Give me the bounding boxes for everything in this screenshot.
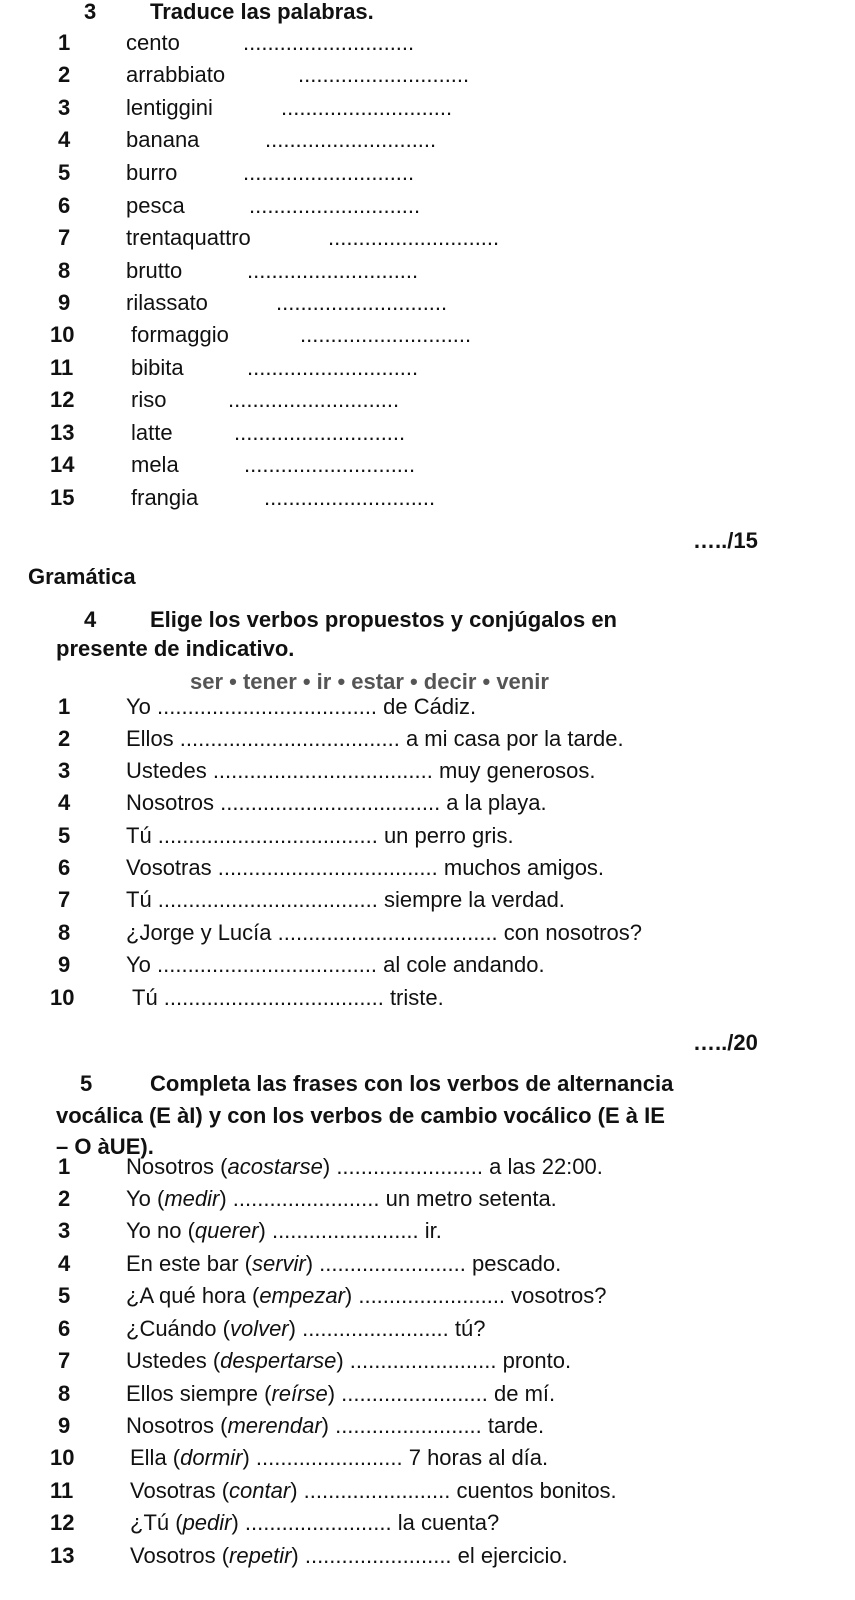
item-number: 6 <box>58 193 71 218</box>
sentence-end: ) ........................ cuentos bonitos. <box>290 1478 617 1503</box>
sentence: ¿Jorge y Lucía .................................... con nosotros? <box>126 920 642 945</box>
item-number: 6 <box>58 855 71 880</box>
answer-blank: ............................ <box>300 322 472 347</box>
sentence <box>130 1478 617 1504</box>
sentence-start: Nosotros ( <box>126 1413 228 1438</box>
answer-blank: ............................ <box>298 62 470 87</box>
exercise-3-score: …../15 <box>693 528 758 553</box>
item-number: 5 <box>58 1283 71 1308</box>
italian-word: trentaquattro <box>126 225 251 250</box>
item-number: 15 <box>50 485 75 510</box>
exercise-5-title-line3: – O àUE). <box>56 1134 154 1159</box>
item-number: 11 <box>50 355 74 380</box>
verb-infinitive: merendar <box>227 1413 322 1438</box>
exercise-3-number: 3 <box>84 0 97 24</box>
sentence: Ellos .................................... a mi casa por la tarde. <box>126 726 624 751</box>
exercise-5-number: 5 <box>80 1071 93 1096</box>
sentence-start: Ellos siempre ( <box>126 1381 272 1406</box>
exercise-4-title-line1: Elige los verbos propuestos y conjúgalos en <box>150 607 617 632</box>
italian-word: lentiggini <box>126 95 213 120</box>
italian-word: mela <box>131 452 179 477</box>
item-number: 13 <box>50 420 75 445</box>
answer-blank: ............................ <box>247 355 419 380</box>
sentence-end: ) ........................ ir. <box>258 1218 442 1243</box>
sentence-end: ) ........................ de mí. <box>327 1381 556 1406</box>
item-number: 8 <box>58 920 71 945</box>
italian-word: latte <box>131 420 173 445</box>
item-number: 9 <box>58 1413 71 1438</box>
verb-infinitive: dormir <box>180 1445 243 1470</box>
answer-blank: ............................ <box>243 30 415 55</box>
exercise-3-title: Traduce las palabras. <box>150 0 374 24</box>
sentence: Tú .................................... siempre la verdad. <box>126 887 565 912</box>
sentence-start: ¿Cuándo ( <box>126 1316 230 1341</box>
item-number: 3 <box>58 95 71 120</box>
sentence: Yo .................................... al cole andando. <box>126 952 545 977</box>
sentence <box>126 1316 485 1342</box>
item-number: 6 <box>58 1316 71 1341</box>
item-number: 4 <box>58 127 71 152</box>
answer-blank: ............................ <box>264 485 436 510</box>
answer-blank: ............................ <box>265 127 437 152</box>
sentence-end: ) ........................ el ejercicio. <box>291 1543 568 1568</box>
item-number: 7 <box>58 887 71 912</box>
verb-infinitive: pedir <box>182 1510 232 1535</box>
sentence: Vosotras .................................... muchos amigos. <box>126 855 605 880</box>
sentence-start: ¿A qué hora ( <box>126 1283 260 1308</box>
item-number: 9 <box>58 952 71 977</box>
answer-blank: ............................ <box>244 452 416 477</box>
verb-infinitive: volver <box>229 1316 289 1341</box>
item-number: 3 <box>58 758 71 783</box>
item-number: 1 <box>58 30 71 55</box>
exercise-4-word-bank: ser • tener • ir • estar • decir • venir <box>190 669 549 694</box>
answer-blank: ............................ <box>234 420 406 445</box>
italian-word: banana <box>126 127 200 152</box>
italian-word: cento <box>126 30 180 55</box>
item-number: 13 <box>50 1543 75 1568</box>
item-number: 4 <box>58 790 71 815</box>
exercise-5-title-line2: vocálica (E àI) y con los verbos de cambio vocálico (E à IE <box>56 1103 665 1128</box>
sentence: Ustedes .................................... muy generosos. <box>126 758 596 783</box>
sentence-start: En este bar ( <box>126 1251 252 1276</box>
sentence-start: Yo no ( <box>126 1218 195 1243</box>
item-number: 3 <box>58 1218 71 1243</box>
answer-blank: ............................ <box>247 258 419 283</box>
item-number: 5 <box>58 823 71 848</box>
item-number: 12 <box>50 1510 75 1535</box>
sentence <box>130 1445 548 1471</box>
sentence <box>126 1154 603 1180</box>
italian-word: rilassato <box>126 290 208 315</box>
sentence: Tú .................................... un perro gris. <box>126 823 514 848</box>
sentence <box>126 1251 561 1277</box>
answer-blank: ............................ <box>228 387 400 412</box>
item-number: 11 <box>50 1478 74 1503</box>
sentence-start: Ustedes ( <box>126 1348 221 1373</box>
italian-word: frangia <box>131 485 199 510</box>
item-number: 2 <box>58 62 71 87</box>
italian-word: arrabbiato <box>126 62 226 87</box>
item-number: 8 <box>58 258 71 283</box>
italian-word: bibita <box>131 355 184 380</box>
sentence-end: ) ........................ la cuenta? <box>231 1510 500 1535</box>
exercise-5-title-line1: Completa las frases con los verbos de alternancia <box>150 1071 674 1096</box>
verb-infinitive: empezar <box>259 1283 345 1308</box>
italian-word: formaggio <box>131 322 229 347</box>
sentence-end: ) ........................ tarde. <box>321 1413 545 1438</box>
answer-blank: ............................ <box>276 290 448 315</box>
exercise-4-title-line2: presente de indicativo. <box>56 636 295 661</box>
item-number: 10 <box>50 322 75 347</box>
item-number: 5 <box>58 160 71 185</box>
italian-word: brutto <box>126 258 183 283</box>
item-number: 10 <box>50 1445 75 1470</box>
sentence <box>130 1543 568 1569</box>
item-number: 2 <box>58 726 71 751</box>
item-number: 12 <box>50 387 75 412</box>
sentence <box>126 1413 544 1439</box>
item-number: 8 <box>58 1381 71 1406</box>
sentence-start: ¿Tú ( <box>130 1510 183 1535</box>
item-number: 1 <box>58 1154 71 1179</box>
sentence <box>126 1283 607 1309</box>
item-number: 7 <box>58 1348 71 1373</box>
verb-infinitive: despertarse <box>220 1348 337 1373</box>
sentence <box>126 1381 555 1407</box>
sentence-start: Yo ( <box>126 1186 165 1211</box>
sentence-start: Ella ( <box>130 1445 181 1470</box>
verb-infinitive: reírse <box>271 1381 328 1406</box>
sentence: Nosotros .................................... a la playa. <box>126 790 547 815</box>
item-number: 9 <box>58 290 71 315</box>
item-number: 4 <box>58 1251 71 1276</box>
sentence-start: Vosotras ( <box>130 1478 230 1503</box>
exercise-4-number: 4 <box>84 607 97 632</box>
item-number: 7 <box>58 225 71 250</box>
sentence-end: ) ........................ vosotros? <box>344 1283 607 1308</box>
item-number: 14 <box>50 452 75 477</box>
sentence-end: ) ........................ 7 horas al día. <box>242 1445 549 1470</box>
verb-infinitive: contar <box>229 1478 291 1503</box>
verb-infinitive: servir <box>251 1251 306 1276</box>
sentence <box>126 1348 571 1374</box>
italian-word: pesca <box>126 193 185 218</box>
sentence-end: ) ........................ un metro setenta. <box>219 1186 557 1211</box>
exercise-4-score: …../20 <box>693 1030 758 1055</box>
answer-blank: ............................ <box>243 160 415 185</box>
answer-blank: ............................ <box>281 95 453 120</box>
sentence-start: Vosotros ( <box>130 1543 230 1568</box>
sentence <box>126 1186 557 1212</box>
verb-infinitive: repetir <box>229 1543 292 1568</box>
item-number: 2 <box>58 1186 71 1211</box>
italian-word: burro <box>126 160 178 185</box>
verb-infinitive: querer <box>194 1218 259 1243</box>
sentence: Tú .................................... triste. <box>132 985 444 1010</box>
section-title: Gramática <box>28 564 136 589</box>
sentence-end: ) ........................ pescado. <box>305 1251 562 1276</box>
answer-blank: ............................ <box>328 225 500 250</box>
sentence-end: ) ........................ a las 22:00. <box>322 1154 603 1179</box>
sentence <box>130 1510 499 1536</box>
sentence: Yo .................................... de Cádiz. <box>126 694 477 719</box>
answer-blank: ............................ <box>249 193 421 218</box>
item-number: 10 <box>50 985 75 1010</box>
italian-word: riso <box>131 387 167 412</box>
verb-infinitive: medir <box>164 1186 220 1211</box>
sentence-start: Nosotros ( <box>126 1154 228 1179</box>
sentence-end: ) ........................ tú? <box>288 1316 486 1341</box>
item-number: 1 <box>58 694 71 719</box>
sentence-end: ) ........................ pronto. <box>336 1348 572 1373</box>
verb-infinitive: acostarse <box>227 1154 323 1179</box>
sentence <box>126 1218 442 1244</box>
